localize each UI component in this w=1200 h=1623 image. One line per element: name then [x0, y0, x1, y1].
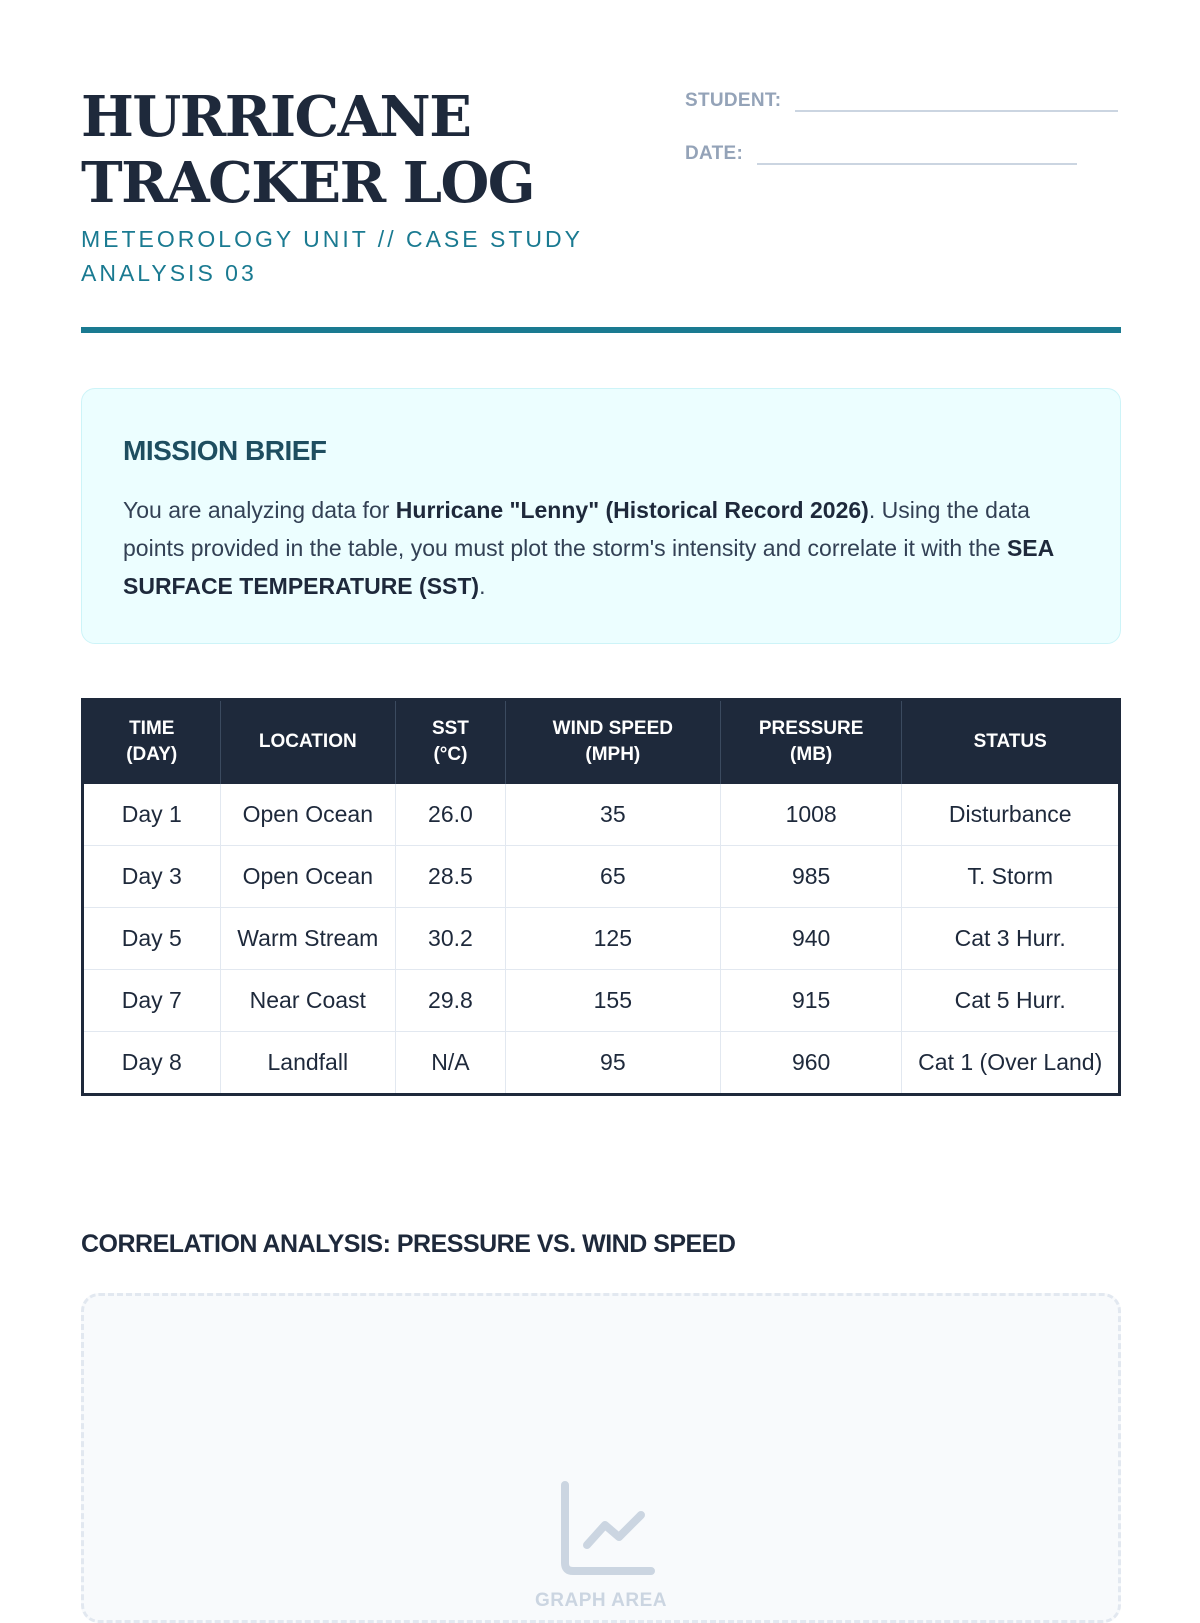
cell-location: Open Ocean: [220, 846, 396, 908]
cell-wind-speed: 95: [505, 1032, 720, 1095]
storm-data-table: [81, 698, 1121, 1096]
date-row: [685, 141, 1077, 165]
page-header: [81, 84, 1121, 336]
table-row: [83, 970, 1120, 1032]
mission-brief-text: [123, 491, 1079, 605]
mission-brief: [81, 388, 1121, 644]
cell-pressure: 940: [720, 908, 902, 970]
title-line-1: HURRICANE: [81, 84, 471, 150]
header-divider: [81, 327, 1121, 333]
student-name-field[interactable]: [795, 88, 1118, 112]
student-row: [685, 88, 1118, 112]
cell-pressure: 985: [720, 846, 902, 908]
cell-sst: 28.5: [396, 846, 506, 908]
cell-time: Day 5: [83, 908, 221, 970]
chart-line-shape: [587, 1515, 641, 1545]
header-sst: SST (°C): [396, 700, 506, 784]
table-row: [83, 1032, 1120, 1095]
graph-area-label: GRAPH AREA: [534, 1590, 668, 1611]
correlation-section-title: CORRELATION ANALYSIS: PRESSURE VS. WIND SPEED: [81, 1230, 736, 1258]
page-title: [81, 84, 534, 216]
brief-sst-emphasis: SEA SURFACE TEMPERATURE (SST): [123, 535, 1054, 599]
cell-time: Day 7: [83, 970, 221, 1032]
header-location: LOCATION: [220, 700, 396, 784]
brief-text-part-3: .: [479, 573, 486, 599]
cell-time: Day 1: [83, 784, 221, 846]
cell-sst: 30.2: [396, 908, 506, 970]
mission-brief-title: MISSION BRIEF: [123, 435, 327, 466]
cell-wind-speed: 35: [505, 784, 720, 846]
graph-area[interactable]: [81, 1293, 1121, 1623]
cell-status: Cat 5 Hurr.: [902, 970, 1120, 1032]
cell-time: Day 8: [83, 1032, 221, 1095]
table-header-row: [83, 700, 1120, 784]
cell-wind-speed: 65: [505, 846, 720, 908]
cell-sst: N/A: [396, 1032, 506, 1095]
table-row: [83, 846, 1120, 908]
cell-sst: 26.0: [396, 784, 506, 846]
cell-status: Disturbance: [902, 784, 1120, 846]
cell-status: Cat 3 Hurr.: [902, 908, 1120, 970]
cell-time: Day 3: [83, 846, 221, 908]
cell-pressure: 1008: [720, 784, 902, 846]
student-label: STUDENT:: [685, 90, 782, 111]
cell-pressure: 915: [720, 970, 902, 1032]
table-row: [83, 908, 1120, 970]
cell-wind-speed: 155: [505, 970, 720, 1032]
cell-location: Warm Stream: [220, 908, 396, 970]
cell-location: Landfall: [220, 1032, 396, 1095]
header-time: TIME (DAY): [83, 700, 221, 784]
cell-status: T. Storm: [902, 846, 1120, 908]
brief-text-part-1: You are analyzing data for: [123, 497, 396, 523]
cell-location: Near Coast: [220, 970, 396, 1032]
page-subtitle: METEOROLOGY UNIT // CASE STUDY ANALYSIS 03: [81, 226, 583, 286]
table-row: [83, 784, 1120, 846]
cell-sst: 29.8: [396, 970, 506, 1032]
header-status: STATUS: [902, 700, 1120, 784]
line-chart-icon: [557, 1479, 657, 1579]
brief-hurricane-name: Hurricane "Lenny" (Historical Record 2026): [395, 497, 869, 523]
cell-location: Open Ocean: [220, 784, 396, 846]
date-field[interactable]: [757, 141, 1077, 165]
date-label: DATE:: [685, 143, 744, 164]
cell-wind-speed: 125: [505, 908, 720, 970]
header-pressure: PRESSURE (MB): [720, 700, 902, 784]
brief-text-part-2: . Using the data points provided in the table, you must plot the storm's intensity and correlate it with the: [123, 497, 1030, 561]
cell-pressure: 960: [720, 1032, 902, 1095]
title-line-2: TRACKER LOG: [81, 150, 535, 216]
header-wind-speed: WIND SPEED (MPH): [505, 700, 720, 784]
cell-status: Cat 1 (Over Land): [918, 1049, 1103, 1075]
